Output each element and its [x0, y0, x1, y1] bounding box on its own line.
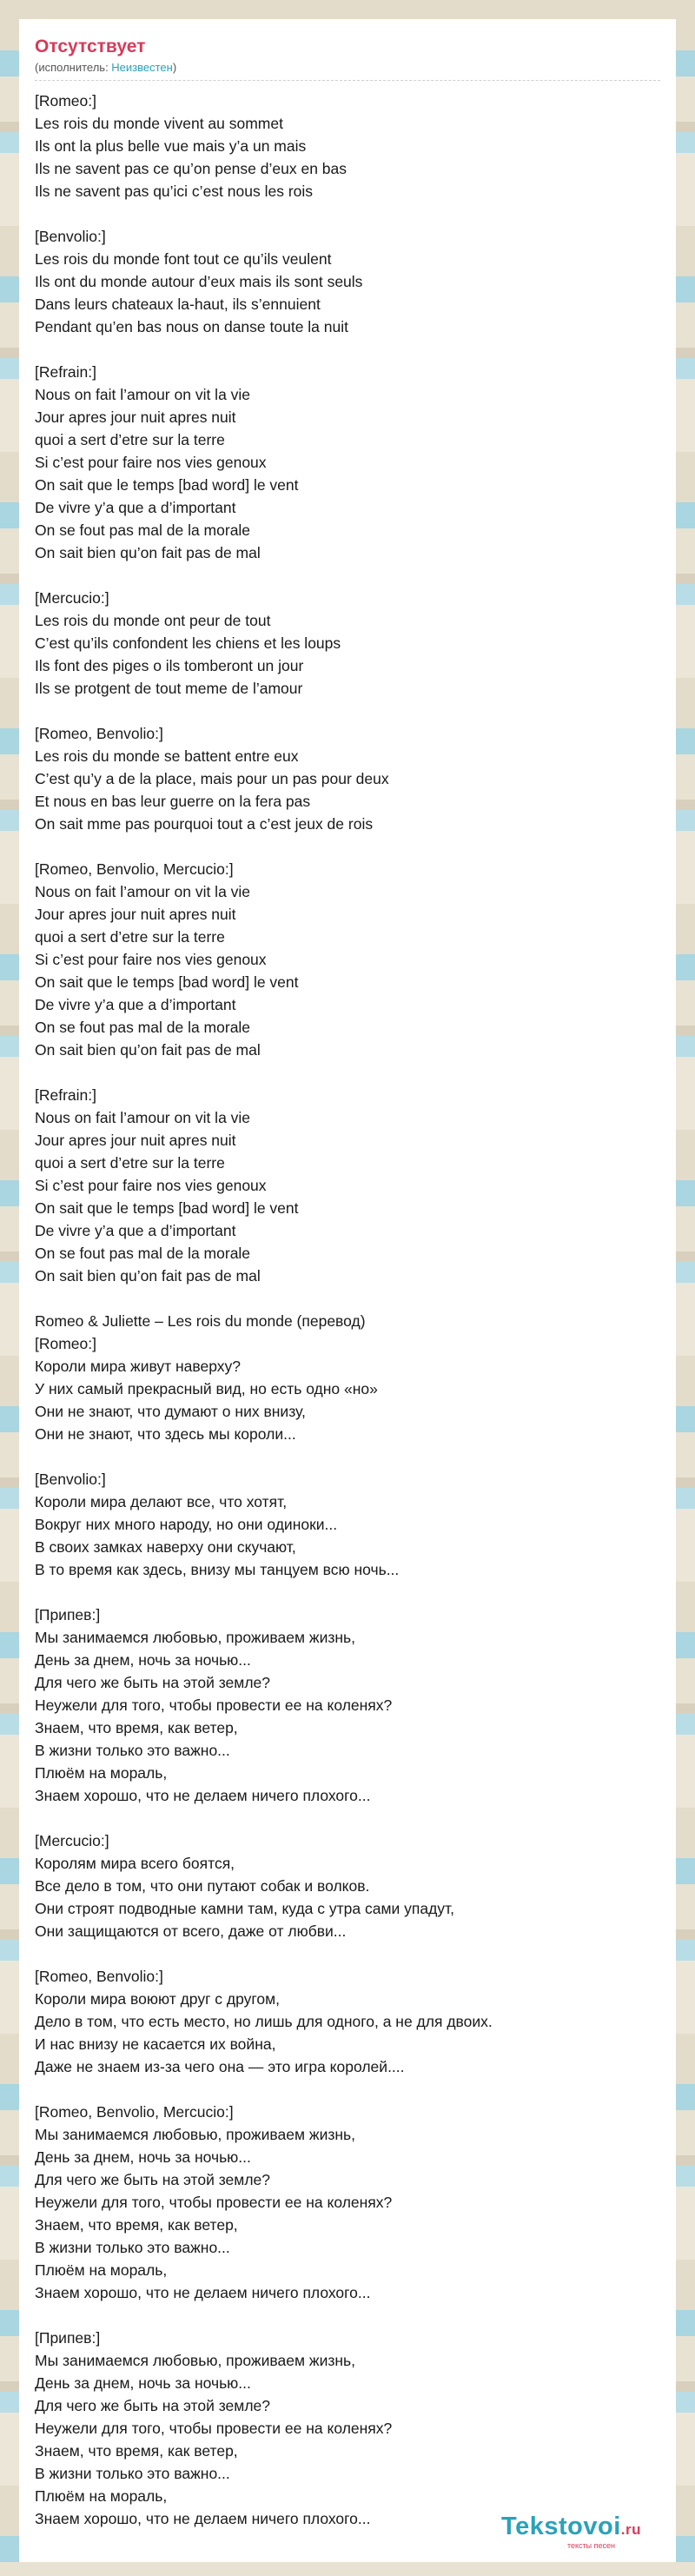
lyrics-line: [Refrain:] [35, 1086, 96, 1104]
lyrics-line: Ils font des piges o ils tomberont un jour [35, 657, 304, 674]
lyrics-line: On sait que le temps [bad word] le vent [35, 1199, 299, 1217]
lyrics-line: [Benvolio:] [35, 228, 106, 245]
lyrics-line: Ils se protgent de tout meme de l’amour [35, 680, 303, 697]
lyrics-line: В то время как здесь, внизу мы танцуем всю ночь... [35, 1561, 400, 1578]
lyrics-line: On sait bien qu’on fait pas de mal [35, 1267, 261, 1285]
lyrics-line: Les rois du monde se battent entre eux [35, 747, 299, 765]
lyrics-stanza [35, 1965, 660, 2078]
performer-suffix: ) [172, 61, 177, 74]
lyrics-line: Знаем, что время, как ветер, [35, 2216, 238, 2234]
lyrics-line: Даже не знаем из-за чего она — это игра королей.... [35, 2058, 405, 2075]
lyrics-line: Короли мира делают все, что хотят, [35, 1493, 288, 1510]
lyrics-line: В своих замках наверху они скучают, [35, 1538, 296, 1556]
lyrics-line: Они строят подводные камни там, куда с утра сами упадут, [35, 1900, 454, 1917]
logo-name: Tekstovoi [501, 2513, 621, 2540]
lyrics-line: Они не знают, что здесь мы короли... [35, 1425, 296, 1443]
lyrics-line: Неужели для того, чтобы провести ее на коленях? [35, 1696, 393, 1714]
lyrics-line: Ils ont la plus belle vue mais y’a un mais [35, 137, 307, 155]
lyrics-line: Jour apres jour nuit apres nuit [35, 1132, 236, 1149]
lyrics-line: [Refrain:] [35, 363, 96, 381]
lyrics-line: Ils ne savent pas ce qu’on pense d’eux en bas [35, 160, 347, 177]
lyrics-stanza [35, 1603, 660, 1807]
lyrics-line: On sait bien qu’on fait pas de mal [35, 544, 261, 561]
lyrics-line: Мы занимаемся любовью, проживаем жизнь, [35, 1629, 356, 1646]
lyrics-line: Мы занимаемся любовью, проживаем жизнь, [35, 2352, 356, 2369]
lyrics-line: Les rois du monde vivent au sommet [35, 115, 283, 132]
lyrics-body [35, 90, 660, 2530]
lyrics-stanza [35, 1468, 660, 1581]
logo-tld: .ru [620, 2521, 641, 2538]
lyrics-line: [Romeo:] [35, 1335, 96, 1352]
lyrics-line: И нас внизу не касается их война, [35, 2035, 276, 2053]
site-logo[interactable] [501, 2513, 641, 2550]
lyrics-line: День за днем, ночь за ночью... [35, 2148, 251, 2166]
lyrics-line: В жизни только это важно... [35, 2465, 230, 2482]
lyrics-line: On sait que le temps [bad word] le vent [35, 973, 299, 991]
lyrics-line: [Romeo:] [35, 92, 96, 110]
lyrics-line: Nous on fait l’amour on vit la vie [35, 1109, 251, 1126]
lyrics-line: Они защищаются от всего, даже от любви... [35, 1922, 347, 1940]
lyrics-line: Плюём на мораль, [35, 2487, 168, 2505]
performer-prefix: (исполнитель: [35, 61, 112, 74]
lyrics-line: Знаем хорошо, что не делаем ничего плохого... [35, 1787, 371, 1804]
lyrics-line: Королям мира всего боятся, [35, 1855, 235, 1872]
lyrics-line: Для чего же быть на этой земле? [35, 2171, 271, 2188]
lyrics-line: On sait mme pas pourquoi tout a c’est jeux de rois [35, 815, 374, 833]
lyrics-line: quoi a sert d’etre sur la terre [35, 1154, 225, 1172]
lyrics-line: [Припев:] [35, 2329, 101, 2347]
lyrics-line: Nous on fait l’amour on vit la vie [35, 883, 251, 900]
lyrics-line: Si c’est pour faire nos vies genoux [35, 454, 267, 471]
lyrics-stanza [35, 225, 660, 338]
performer-link[interactable]: Неизвестен [111, 61, 173, 74]
logo-tagline: тексты песен [566, 2541, 615, 2550]
lyrics-line: Мы занимаемся любовью, проживаем жизнь, [35, 2126, 356, 2143]
lyrics-stanza [35, 2101, 660, 2304]
lyrics-line: On se fout pas mal de la morale [35, 1019, 251, 1036]
lyrics-line: Они не знают, что думают о них внизу, [35, 1403, 306, 1420]
lyrics-line: Pendant qu’en bas nous on danse toute la nuit [35, 318, 348, 335]
lyrics-card [19, 19, 676, 2562]
lyrics-stanza [35, 1310, 660, 1445]
lyrics-line: Ils ont du monde autour d’eux mais ils sont seuls [35, 273, 363, 290]
lyrics-line: [Romeo, Benvolio:] [35, 725, 163, 742]
lyrics-line: Знаем, что время, как ветер, [35, 2442, 238, 2460]
lyrics-line: [Припев:] [35, 1606, 101, 1623]
lyrics-line: De vivre y’a que a d’important [35, 499, 236, 516]
lyrics-stanza [35, 1084, 660, 1287]
lyrics-line: День за днем, ночь за ночью... [35, 2374, 251, 2392]
lyrics-line: C’est qu’ils confondent les chiens et les loups [35, 634, 341, 652]
lyrics-line: Nous on fait l’amour on vit la vie [35, 386, 251, 403]
lyrics-line: De vivre y’a que a d’important [35, 1222, 236, 1239]
lyrics-line: quoi a sert d’etre sur la terre [35, 928, 225, 946]
lyrics-line: Неужели для того, чтобы провести ее на коленях? [35, 2194, 393, 2211]
lyrics-line: Si c’est pour faire nos vies genoux [35, 951, 267, 968]
lyrics-line: Dans leurs chateaux la-haut, ils s’ennuient [35, 295, 321, 313]
lyrics-line: Et nous en bas leur guerre on la fera pas [35, 793, 311, 810]
lyrics-stanza [35, 858, 660, 1061]
lyrics-line: В жизни только это важно... [35, 2239, 230, 2256]
lyrics-line: Romeo & Juliette – Les rois du monde (перевод) [35, 1312, 366, 1330]
lyrics-stanza [35, 587, 660, 700]
lyrics-line: On sait bien qu’on fait pas de mal [35, 1041, 261, 1059]
lyrics-line: Знаем хорошо, что не делаем ничего плохого... [35, 2510, 371, 2527]
divider [35, 80, 660, 81]
performer-line [35, 61, 660, 75]
lyrics-line: [Mercucio:] [35, 589, 109, 607]
lyrics-line: День за днем, ночь за ночью... [35, 1651, 251, 1669]
lyrics-line: Si c’est pour faire nos vies genoux [35, 1177, 267, 1194]
lyrics-line: [Benvolio:] [35, 1471, 106, 1488]
lyrics-line: C’est qu’y a de la place, mais pour un pas pour deux [35, 770, 389, 787]
lyrics-line: Плюём на мораль, [35, 1764, 168, 1782]
lyrics-stanza [35, 90, 660, 202]
lyrics-line: Знаем хорошо, что не делаем ничего плохого... [35, 2284, 371, 2301]
lyrics-line: On se fout pas mal de la morale [35, 1245, 251, 1262]
lyrics-line: Знаем, что время, как ветер, [35, 1719, 238, 1736]
lyrics-line: De vivre y’a que a d’important [35, 996, 236, 1013]
lyrics-line: quoi a sert d’etre sur la terre [35, 431, 225, 448]
lyrics-line: Les rois du monde font tout ce qu’ils veulent [35, 250, 332, 268]
lyrics-stanza [35, 361, 660, 564]
lyrics-line: Для чего же быть на этой земле? [35, 2397, 271, 2414]
lyrics-line: Для чего же быть на этой земле? [35, 1674, 271, 1691]
lyrics-line: Les rois du monde ont peur de tout [35, 612, 271, 629]
lyrics-stanza [35, 2327, 660, 2530]
lyrics-stanza [35, 722, 660, 835]
lyrics-line: Ils ne savent pas qu’ici c’est nous les rois [35, 183, 314, 200]
lyrics-line: [Romeo, Benvolio, Mercucio:] [35, 860, 234, 878]
lyrics-stanza [35, 1829, 660, 1942]
lyrics-line: Короли мира воюют друг с другом, [35, 1990, 281, 2008]
lyrics-line: Все дело в том, что они путают собак и волков. [35, 1877, 370, 1895]
lyrics-line: У них самый прекрасный вид, но есть одно «но» [35, 1380, 378, 1398]
lyrics-line: [Mercucio:] [35, 1832, 109, 1849]
lyrics-line: [Romeo, Benvolio, Mercucio:] [35, 2103, 234, 2121]
lyrics-line: В жизни только это важно... [35, 1742, 230, 1759]
lyrics-line: On sait que le temps [bad word] le vent [35, 476, 299, 494]
lyrics-line: Плюём на мораль, [35, 2261, 168, 2279]
lyrics-line: Короли мира живут наверху? [35, 1358, 242, 1375]
lyrics-line: On se fout pas mal de la morale [35, 521, 251, 539]
lyrics-line: Jour apres jour nuit apres nuit [35, 906, 236, 923]
lyrics-line: Jour apres jour nuit apres nuit [35, 408, 236, 426]
lyrics-line: Дело в том, что есть место, но лишь для одного, а не для двоих. [35, 2013, 493, 2030]
lyrics-line: [Romeo, Benvolio:] [35, 1968, 163, 1985]
lyrics-line: Вокруг них много народу, но они одиноки... [35, 1516, 338, 1533]
lyrics-line: Неужели для того, чтобы провести ее на коленях? [35, 2420, 393, 2437]
song-title: Отсутствует [35, 37, 146, 56]
